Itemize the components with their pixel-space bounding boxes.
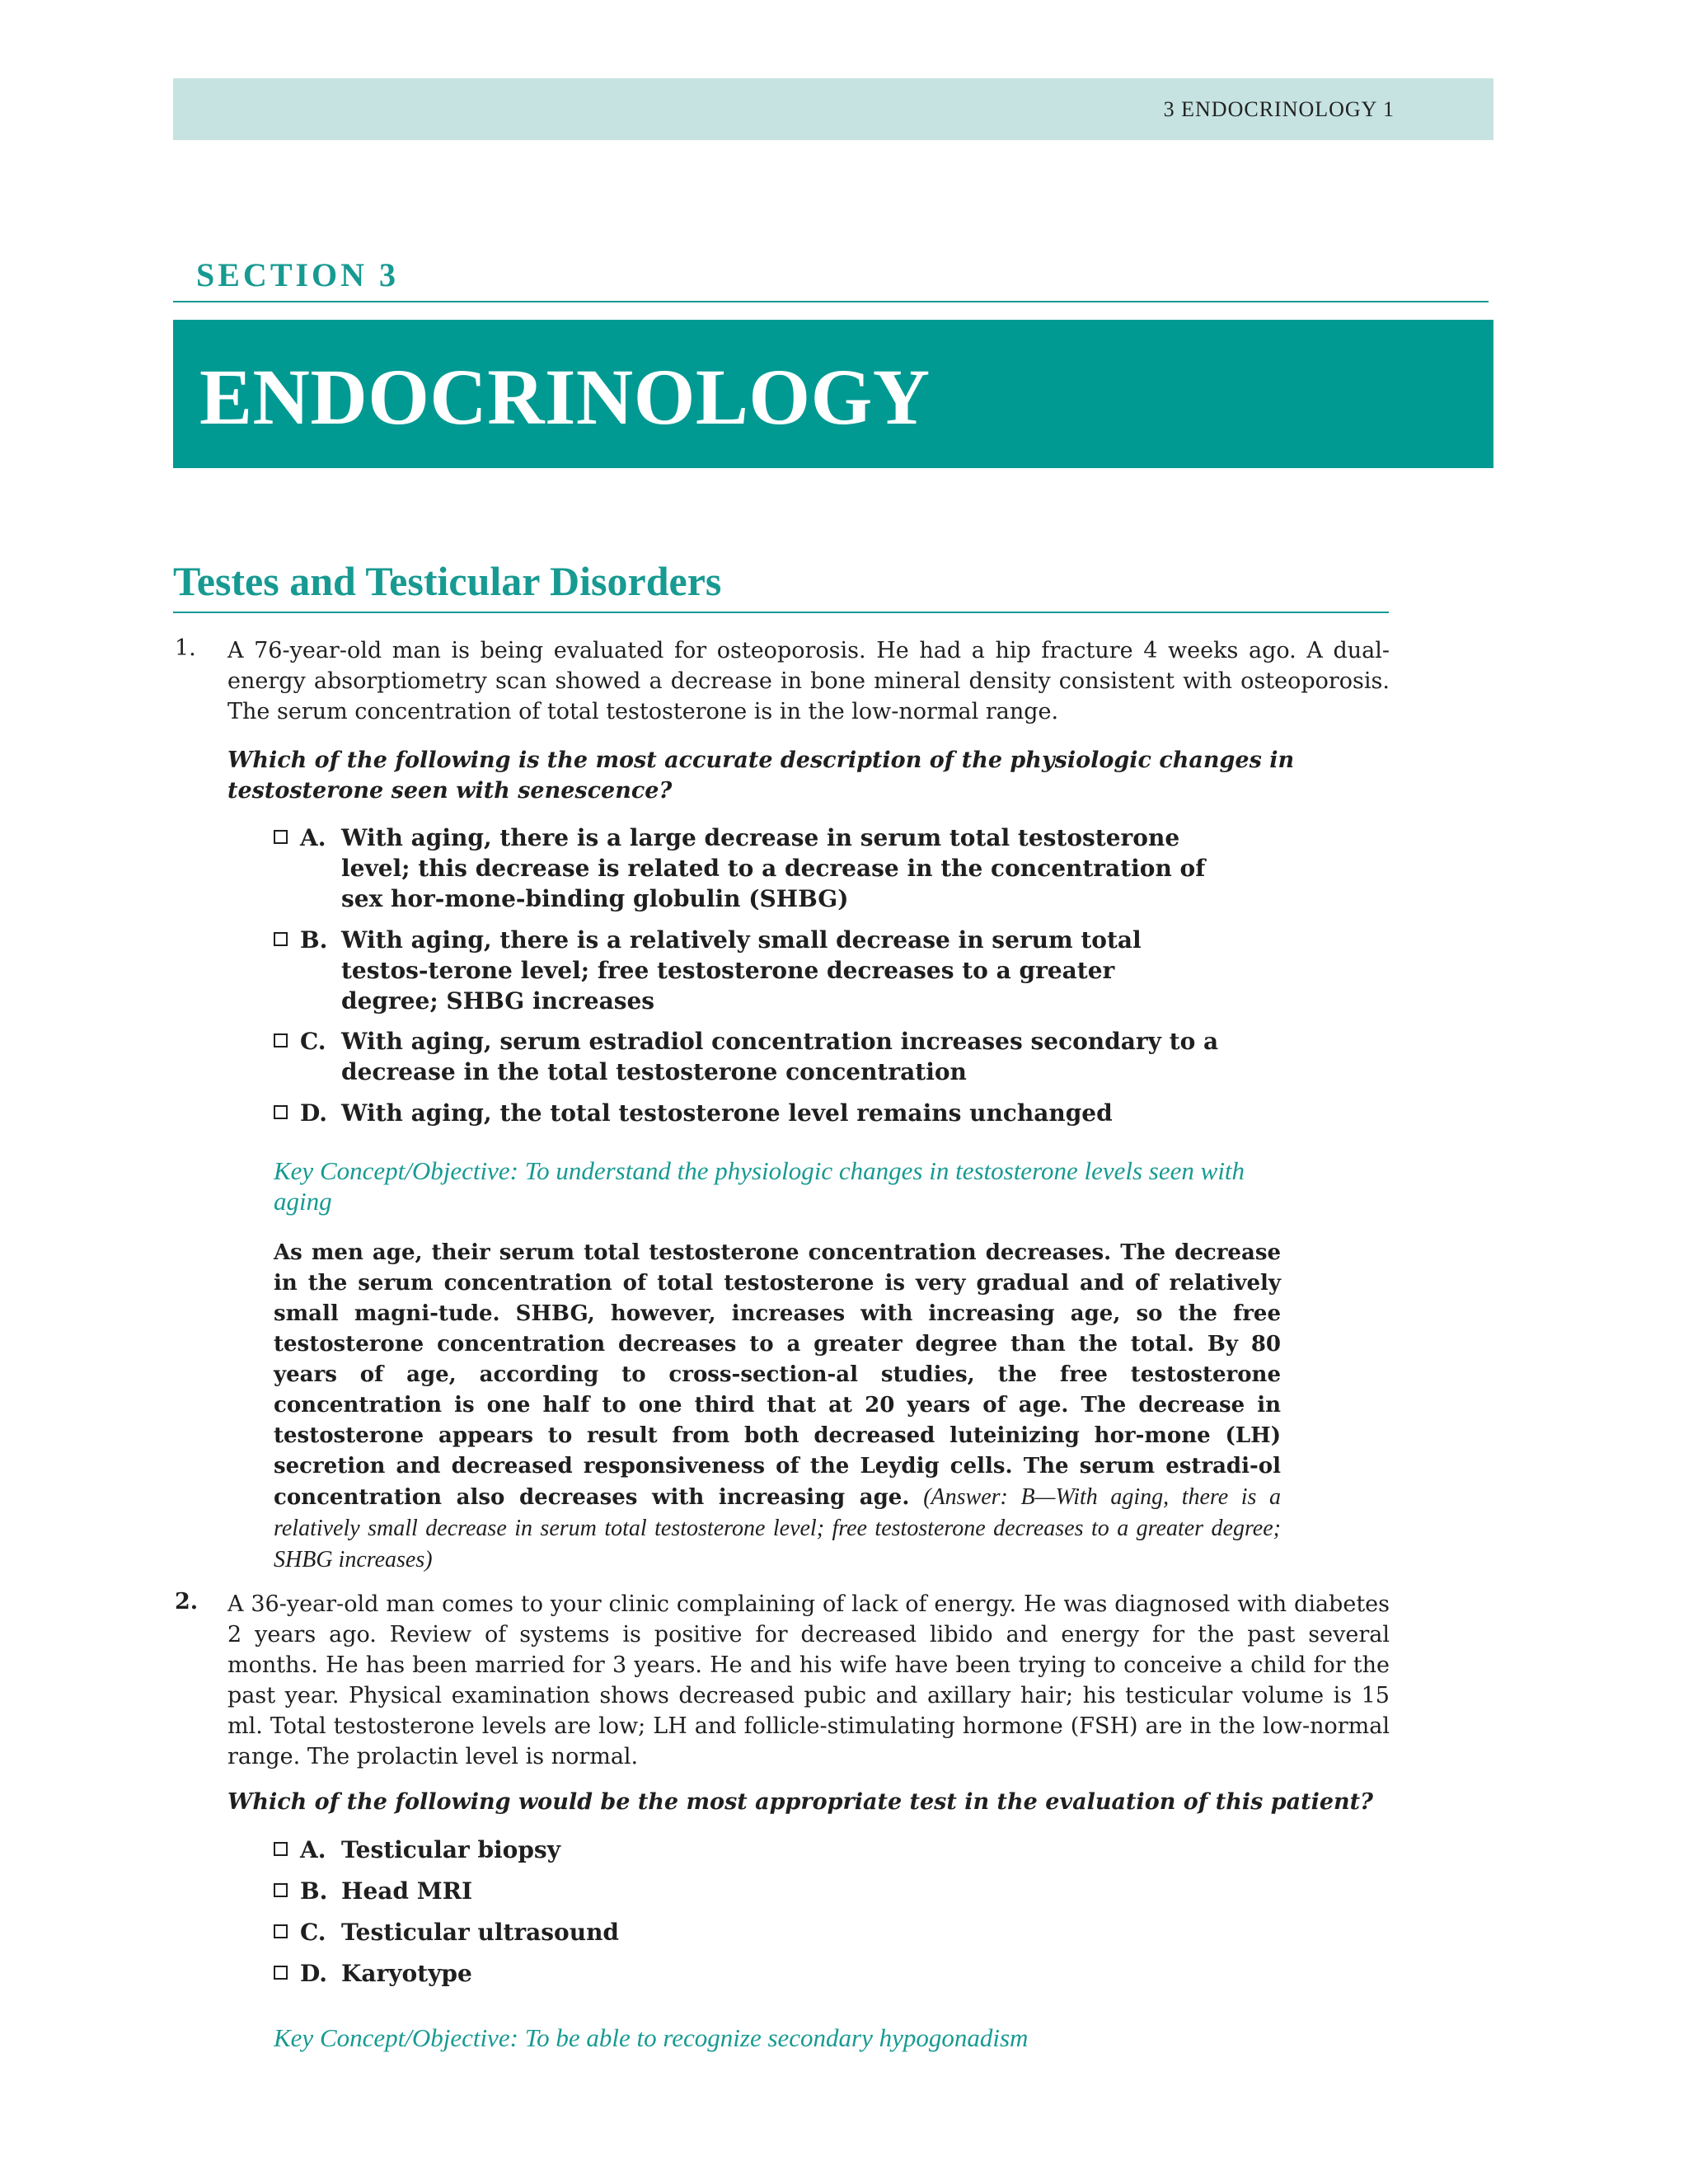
choice-text: With aging, there is a large decrease in serum total testosterone level; this decrease is related to a decrease in the concentration of sex hor-mone-binding globulin (SHBG)	[341, 824, 1206, 912]
question-1-stem: A 76-year-old man is being evaluated for osteoporosis. He had a hip fracture 4 weeks ago. A dual-energy absorptiometry scan showed a decrease in bone mineral density consistent with osteoporosis. The serum concentration of total testosterone is in the low-normal range.	[227, 638, 1390, 724]
choice-letter: D.	[300, 1960, 328, 1987]
section-title: ENDOCRINOLOGY	[199, 353, 931, 441]
checkbox-icon[interactable]	[274, 1105, 288, 1119]
question-1-key-concept: Key Concept/Objective: To understand the physiologic changes in testosterone levels seen with aging	[274, 1156, 1245, 1216]
checkbox-icon[interactable]	[274, 1842, 288, 1856]
choice-letter: D.	[300, 1099, 328, 1127]
choice-letter: A.	[300, 824, 326, 851]
choice-letter: B.	[300, 1877, 328, 1905]
section-rule	[173, 301, 1489, 302]
choice-text: Head MRI	[341, 1877, 473, 1905]
question-2-key-concept: Key Concept/Objective: To be able to recognize secondary hypogonadism	[274, 2023, 1029, 2052]
choice-text: Karyotype	[341, 1960, 472, 1987]
choice-letter: A.	[300, 1836, 326, 1863]
question-2-ask: Which of the following would be the most appropriate test in the evaluation of this patient?	[227, 1789, 1373, 1815]
answer-text: (Answer: B—With aging, there is a relatively small decrease in serum total testosterone level; free testosterone decreases to a greater degree; SHBG increases)	[274, 1484, 1282, 1572]
question-2-stem: A 36-year-old man comes to your clinic complaining of lack of energy. He was diagnosed with diabetes 2 years ago. Review of systems is positive for decreased libido and energy for the past several months. He has been married for 3 years. He and his wife have been trying to conceive a child for the past year. Physical examination shows decreased pubic and axillary hair; his testicular volume is 15 ml. Total testosterone levels are low; LH and follicle-stimulating hormone (FSH) are in the low-normal range. The prolactin level is normal.	[227, 1591, 1390, 1769]
checkbox-icon[interactable]	[274, 830, 288, 844]
question-1-number: 1.	[175, 635, 196, 661]
running-header	[173, 78, 1493, 140]
chapter-rule	[173, 612, 1389, 613]
checkbox-icon[interactable]	[274, 932, 288, 946]
choice-text: With aging, there is a relatively small decrease in serum total testos-terone level; free testosterone decreases to a greater degree; SHBG increases	[341, 926, 1142, 1015]
choice-letter: C.	[300, 1028, 326, 1055]
choice-letter: B.	[300, 926, 328, 954]
choice-text: Testicular biopsy	[341, 1836, 560, 1863]
choice-text: With aging, serum estradiol concentration increases secondary to a decrease in the total testosterone concentration	[341, 1028, 1219, 1085]
section-label: SECTION 3	[196, 256, 400, 293]
choice-letter: C.	[300, 1919, 326, 1946]
checkbox-icon[interactable]	[274, 1033, 288, 1047]
checkbox-icon[interactable]	[274, 1924, 288, 1938]
chapter-title: Testes and Testicular Disorders	[173, 558, 722, 604]
question-1-explanation	[274, 1238, 1281, 1576]
choice-text: Testicular ultrasound	[341, 1919, 620, 1946]
checkbox-icon[interactable]	[274, 1966, 288, 1980]
choice-text: With aging, the total testosterone level remains unchanged	[341, 1099, 1113, 1127]
checkbox-icon[interactable]	[274, 1883, 288, 1897]
question-2-number: 2.	[175, 1589, 199, 1615]
question-1-ask: Which of the following is the most accurate description of the physiologic changes in testosterone seen with senescence?	[227, 748, 1295, 804]
running-header-text: 3 ENDOCRINOLOGY 1	[1163, 97, 1395, 121]
section-banner	[173, 320, 1493, 468]
explanation-text: As men age, their serum total testosterone concentration decreases. The decrease in the serum concentration of total testosterone is very gradual and of relatively small magni-tude. SHBG, however, increases with increasing age, so the free testosterone concentration decreases to a greater degree than the total. By 80 years of age, according to cross-section-al studies, the free testosterone concentration is one half to one third that at 20 years of age. The decrease in testosterone appears to result from both decreased luteinizing hor-mone (LH) secretion and decreased responsiveness of the Leydig cells. The serum estradi-ol concentration also decreases with increasing age.	[274, 1240, 1281, 1510]
